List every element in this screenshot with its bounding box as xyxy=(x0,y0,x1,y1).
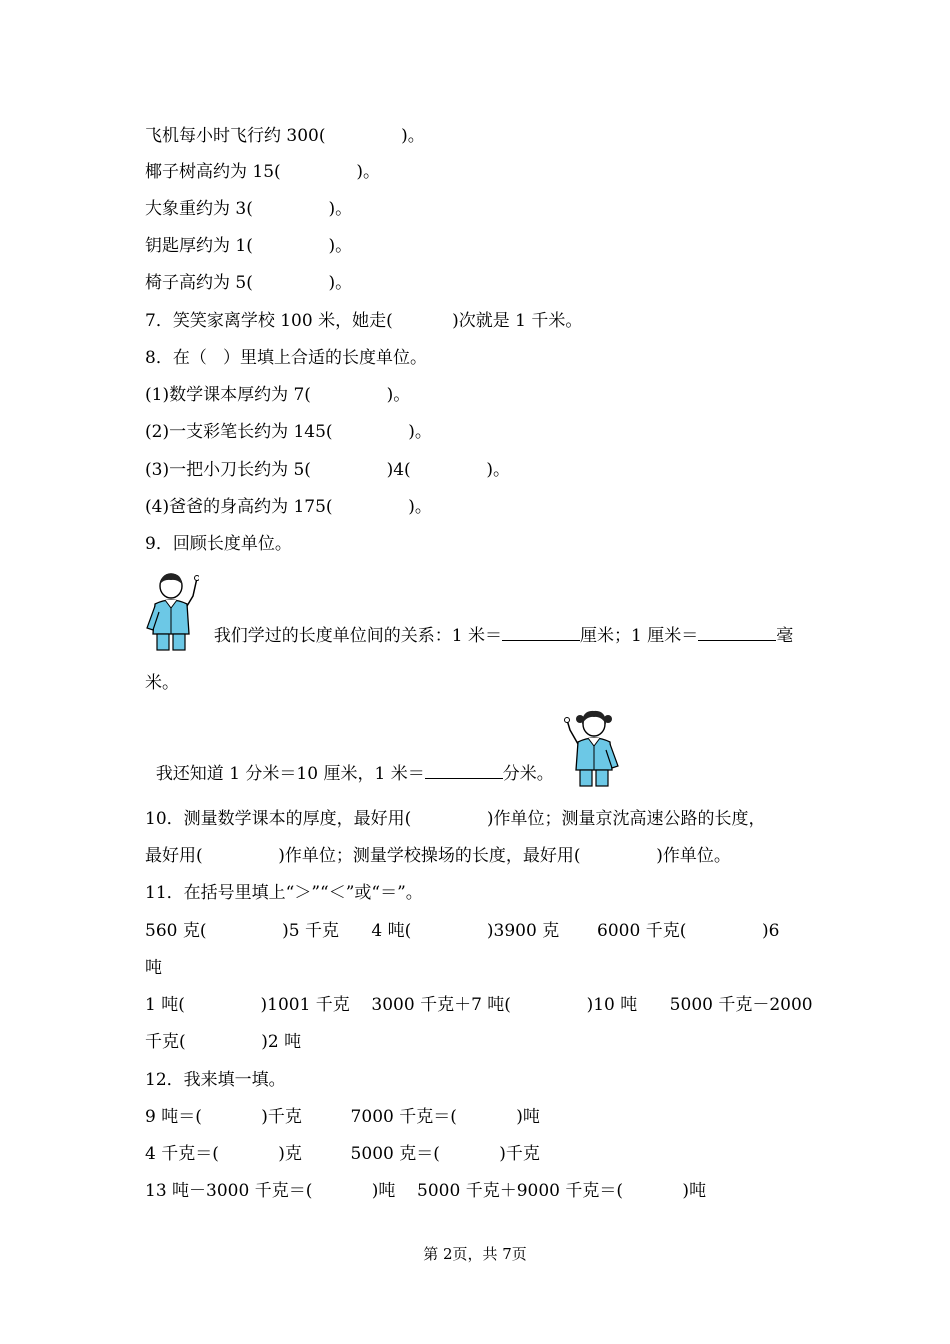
question-11: 11．在括号里填上“＞”“＜”或“＝”。 xyxy=(145,883,423,903)
answer-blank-meter-dm[interactable] xyxy=(425,762,503,779)
boy-speech-wrap: 米。 xyxy=(145,673,179,693)
question-8-4: (4)爸爸的身高约为 175( )。 xyxy=(145,497,432,517)
question-12-row-3: 13 吨－3000 千克＝( )吨 5000 千克＋9000 千克＝( )吨 xyxy=(145,1181,707,1201)
line-airplane: 飞机每小时飞行约 300( )。 xyxy=(145,126,425,146)
question-11-row-2: 1 吨( )1001 千克 3000 千克＋7 吨( )10 吨 5000 千克－2000 xyxy=(145,995,813,1015)
question-7: 7．笑笑家离学校 100 米，她走( )次就是 1 千米。 xyxy=(145,311,583,331)
page-footer: 第 2页，共 7页 xyxy=(423,1245,527,1263)
question-8-3: (3)一把小刀长约为 5( )4( )。 xyxy=(145,460,510,480)
boy-speech-part-a: 我们学过的长度单位间的关系：1 米＝ xyxy=(213,626,503,646)
question-8-2: (2)一支彩笔长约为 145( )。 xyxy=(145,422,432,442)
boy-speech-part-c: 毫 xyxy=(776,626,794,646)
answer-blank-cm-mm[interactable] xyxy=(698,624,776,641)
line-elephant: 大象重约为 3( )。 xyxy=(145,199,353,219)
question-11-row-1: 560 克( )5 千克 4 吨( )3900 克 6000 千克( )6 xyxy=(145,921,780,941)
line-key: 钥匙厚约为 1( )。 xyxy=(145,236,353,256)
girl-figure-icon xyxy=(562,708,622,790)
girl-speech-part-b: 分米。 xyxy=(502,764,554,784)
girl-speech-part-a: 我还知道 1 分米＝10 厘米，1 米＝ xyxy=(155,764,425,784)
question-12: 12．我来填一填。 xyxy=(145,1070,286,1090)
question-9: 9．回顾长度单位。 xyxy=(145,534,292,554)
line-chair: 椅子高约为 5( )。 xyxy=(145,273,353,293)
boy-speech-part-b: 厘米；1 厘米＝ xyxy=(580,626,699,646)
question-11-row-2-wrap: 千克( )2 吨 xyxy=(145,1032,302,1052)
girl-speech-line xyxy=(145,740,554,785)
answer-blank-meter-cm[interactable] xyxy=(502,624,580,641)
line-coconut-tree: 椰子树高约为 15( )。 xyxy=(145,162,380,182)
question-10-line-2: 最好用( )作单位；测量学校操场的长度，最好用( )作单位。 xyxy=(145,846,731,866)
question-12-row-1: 9 吨＝( )千克 7000 千克＝( )吨 xyxy=(145,1107,540,1127)
question-12-row-2: 4 千克＝( )克 5000 克＝( )千克 xyxy=(145,1144,540,1164)
question-11-row-1-wrap: 吨 xyxy=(145,958,162,978)
question-8: 8．在（ ）里填上合适的长度单位。 xyxy=(145,348,428,368)
boy-figure-icon xyxy=(143,572,199,654)
question-8-1: (1)数学课本厚约为 7( )。 xyxy=(145,385,411,405)
question-10-line-1: 10．测量数学课本的厚度，最好用( )作单位；测量京沈高速公路的长度， xyxy=(145,809,766,829)
boy-speech-line xyxy=(203,602,793,647)
